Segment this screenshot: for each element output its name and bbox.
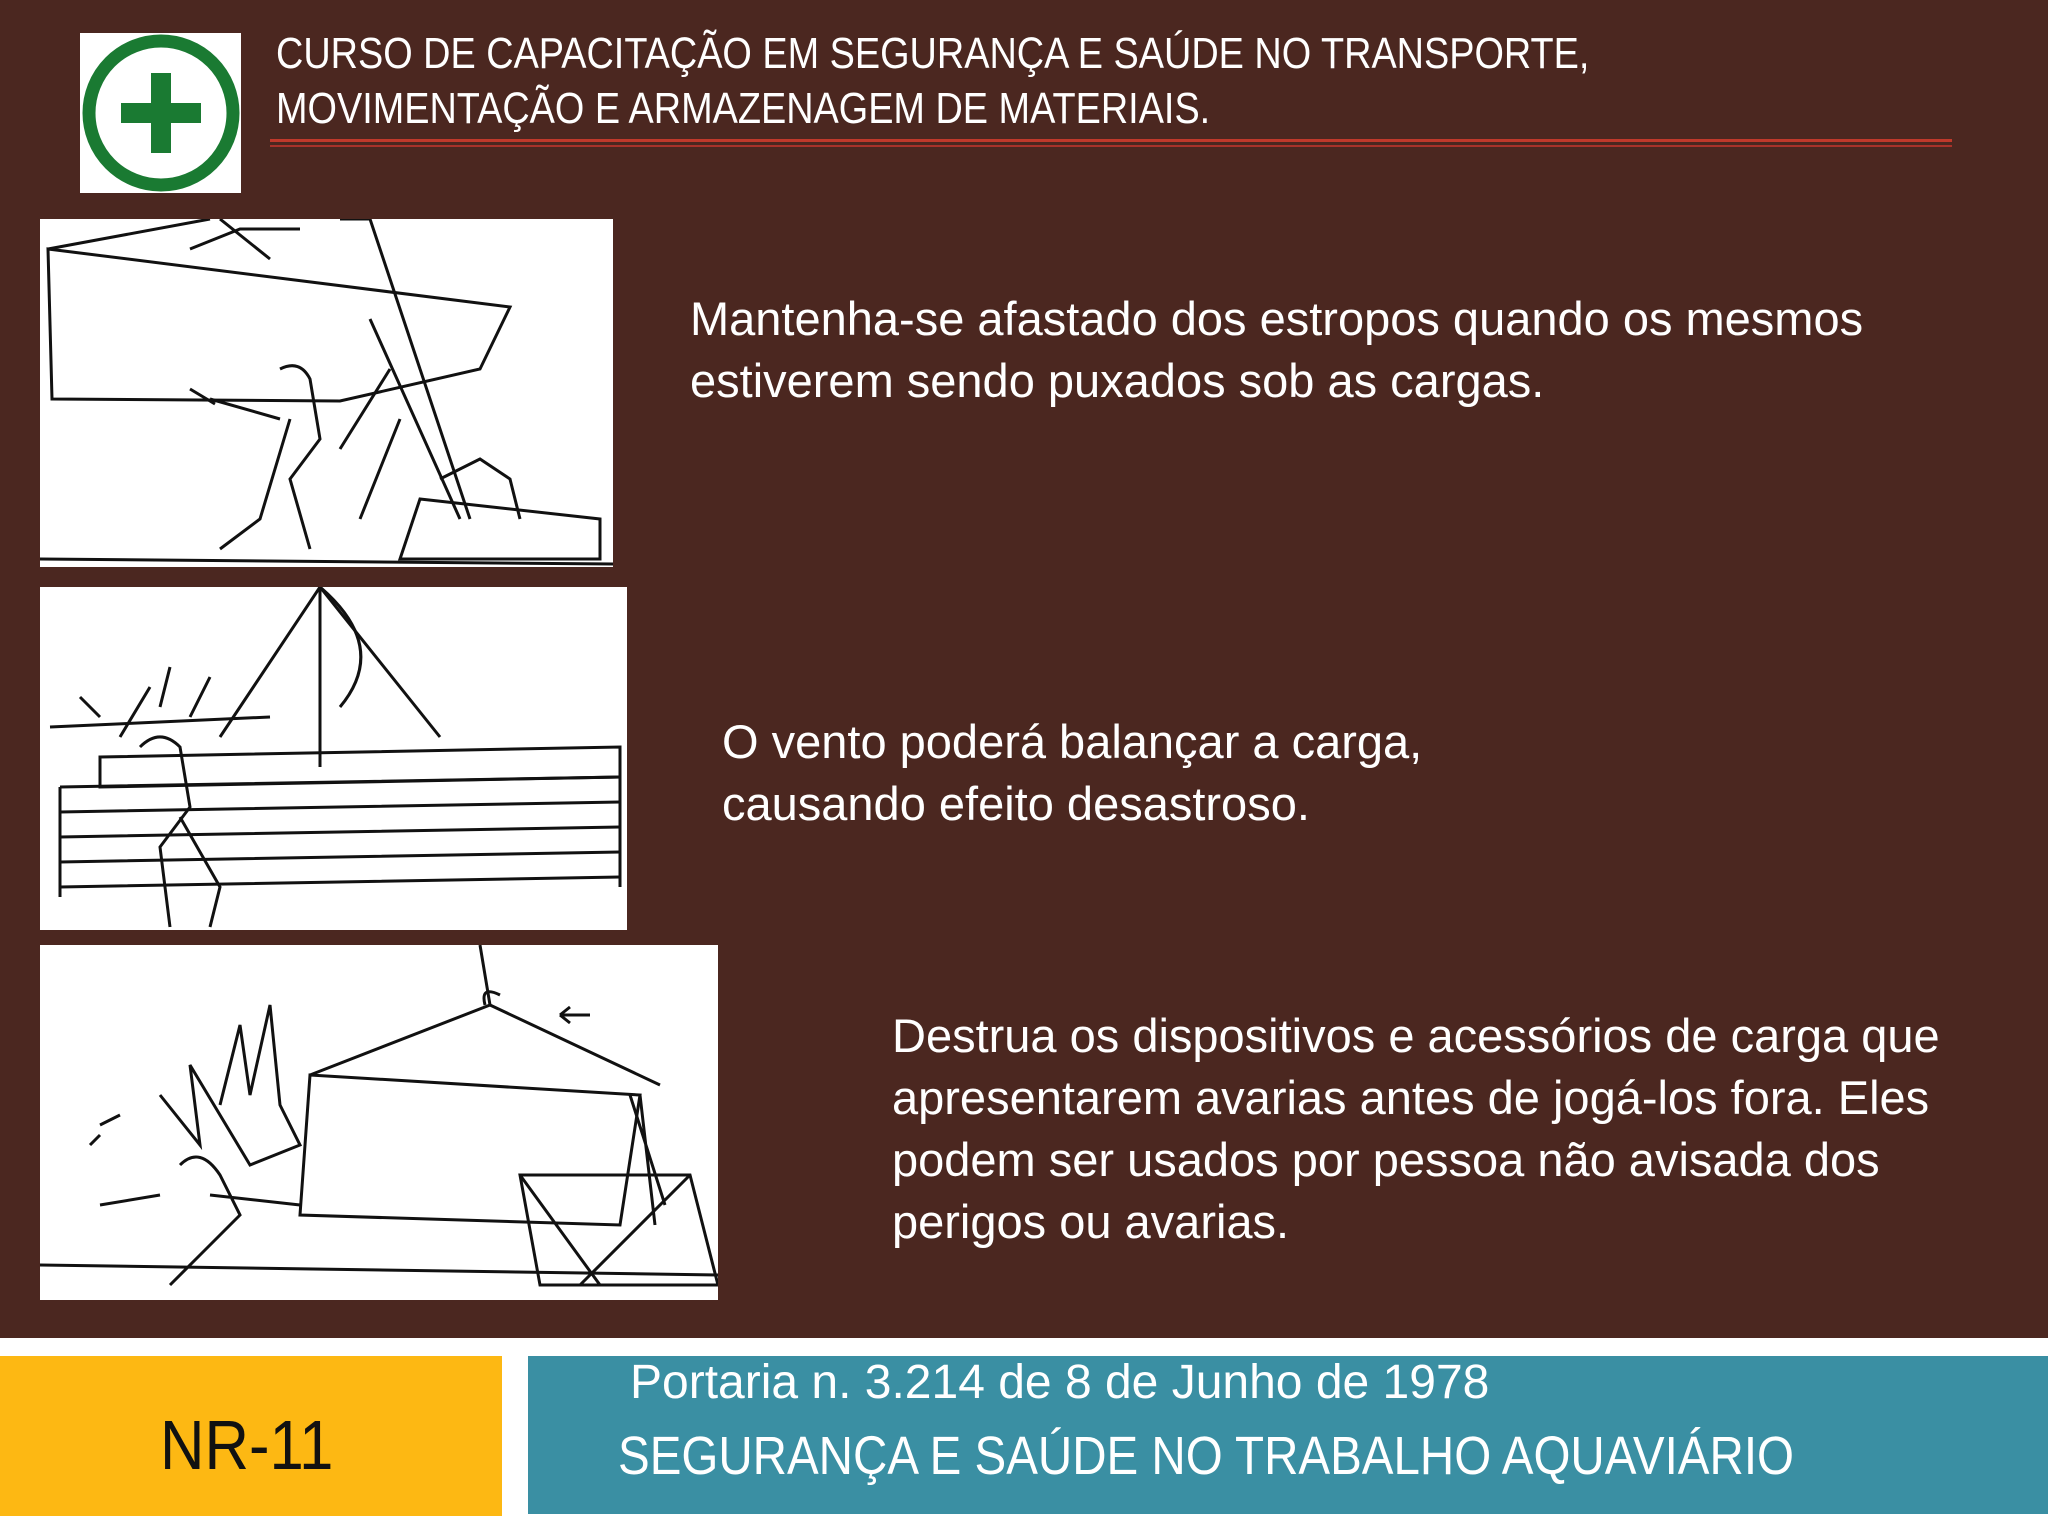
caption-rigging-warning: Destrua os dispositivos e acessórios de carga que apresentarem avarias antes de jogá-los fora. Eles podem ser usados por pessoa não avisada dos perigos ou avarias. <box>892 1009 1940 1248</box>
caption-sling-warning: Mantenha-se afastado dos estropos quando os mesmos estiverem sendo puxados sob as cargas. <box>690 292 1864 407</box>
nr-code: NR-11 <box>160 1406 334 1484</box>
title-rule-bottom <box>270 145 1952 147</box>
plus-circle-icon <box>80 33 241 193</box>
footer-subtitle: SEGURANÇA E SAÚDE NO TRABALHO AQUAVIÁRIO <box>618 1426 1794 1486</box>
page-title: CURSO DE CAPACITAÇÃO EM SEGURANÇA E SAÚDE NO TRANSPORTE, MOVIMENTAÇÃO E ARMAZENAGEM DE MATERIAIS. <box>276 29 1590 133</box>
illustration-wind-load <box>40 587 627 930</box>
title-rule-top <box>270 139 1952 142</box>
caption-wind-warning: O vento poderá balançar a carga, causando efeito desastroso. <box>722 715 1423 830</box>
first-aid-logo <box>80 33 241 193</box>
illustration-sling-pull <box>40 219 613 567</box>
illustration-damaged-rigging <box>40 945 718 1300</box>
portaria-text: Portaria n. 3.214 de 8 de Junho de 1978 <box>630 1356 1490 1409</box>
